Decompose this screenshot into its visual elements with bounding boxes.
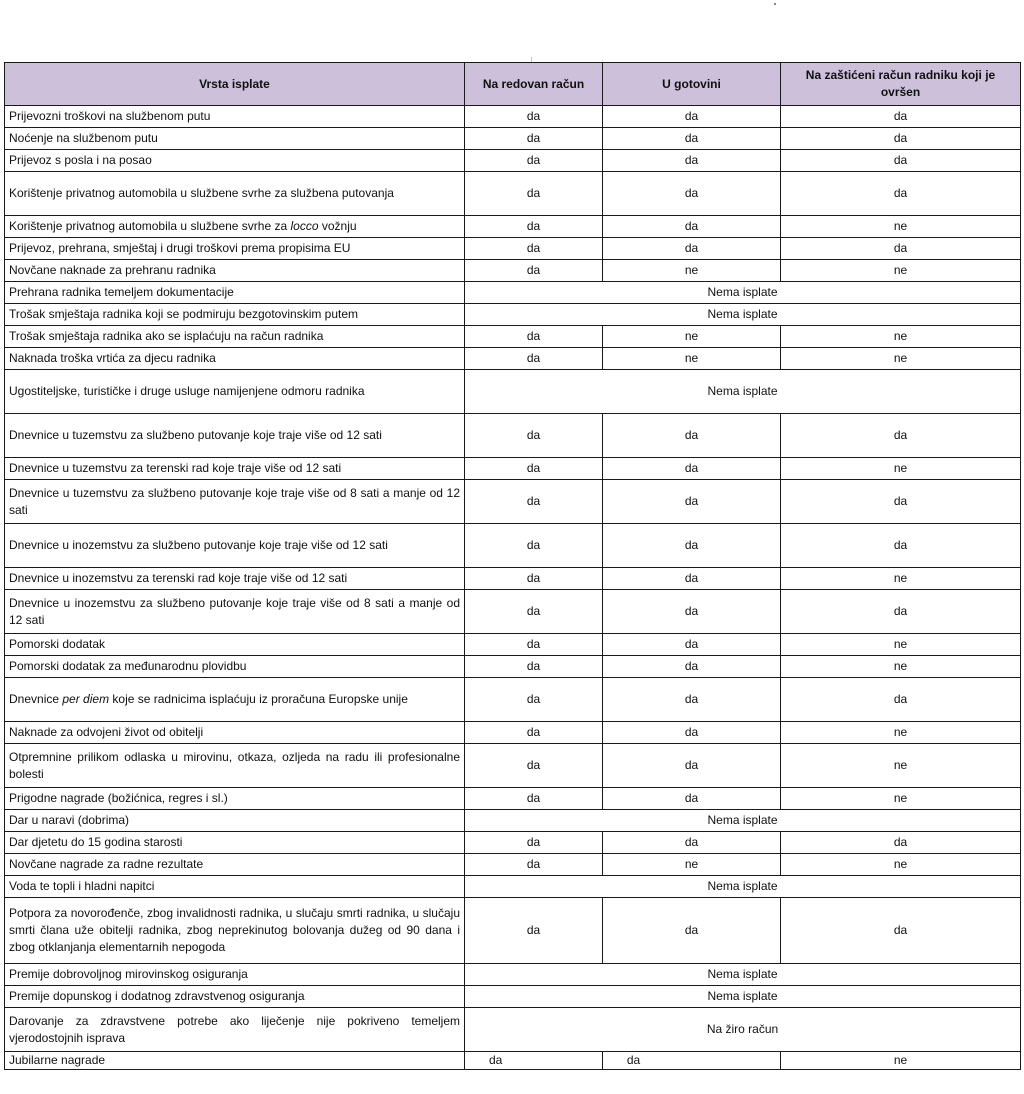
cell-u-gotovini: da (603, 568, 781, 590)
cell-na-redovan-racun: da (465, 216, 603, 238)
table-row (5, 128, 1021, 150)
table-row (5, 964, 1021, 986)
table-row (5, 788, 1021, 810)
row-label: Jubilarne nagrade (5, 1052, 465, 1070)
row-label: Korištenje privatnog automobila u službene svrhe za službena putovanja (5, 172, 465, 216)
table-row (5, 326, 1021, 348)
table-row (5, 986, 1021, 1008)
row-label: Dnevnice u inozemstvu za terenski rad koje traje više od 12 sati (5, 568, 465, 590)
table-row (5, 238, 1021, 260)
row-label: Premije dopunskog i dodatnog zdravstvenog osiguranja (5, 986, 465, 1008)
cell-na-redovan-racun: da (465, 480, 603, 524)
cell-na-redovan-racun: da (465, 326, 603, 348)
cell-na-redovan-racun: da (465, 238, 603, 260)
cell-na-redovan-racun: da (465, 678, 603, 722)
cell-na-redovan-racun: da (465, 150, 603, 172)
cell-u-gotovini: da (603, 414, 781, 458)
row-label (5, 678, 465, 722)
row-label (5, 216, 465, 238)
row-label: Prijevoz s posla i na posao (5, 150, 465, 172)
cell-u-gotovini: da (603, 722, 781, 744)
cell-zasticeni-racun: ne (781, 656, 1021, 678)
row-label: Prigodne nagrade (božićnica, regres i sl.) (5, 788, 465, 810)
merged-cell: Nema isplate (465, 370, 1021, 414)
cell-zasticeni-racun: da (781, 150, 1021, 172)
cell-u-gotovini: da (603, 744, 781, 788)
merged-cell: Nema isplate (465, 282, 1021, 304)
row-label: Naknade za odvojeni život od obitelji (5, 722, 465, 744)
row-label: Otpremnine prilikom odlaska u mirovinu, otkaza, ozljeda na radu ili profesionalne bolesti (5, 744, 465, 788)
merged-cell: Nema isplate (465, 986, 1021, 1008)
cell-zasticeni-racun: ne (781, 744, 1021, 788)
cell-u-gotovini: da (603, 678, 781, 722)
cell-na-redovan-racun: da (465, 260, 603, 282)
row-label-text: Dnevnice (9, 692, 63, 706)
row-label: Prehrana radnika temeljem dokumentacije (5, 282, 465, 304)
table-row (5, 568, 1021, 590)
cell-na-redovan-racun: da (465, 106, 603, 128)
cell-u-gotovini: da (603, 238, 781, 260)
cell-u-gotovini: da (603, 106, 781, 128)
merged-cell: Nema isplate (465, 304, 1021, 326)
table-row (5, 744, 1021, 788)
cell-na-redovan-racun: da (465, 744, 603, 788)
table-row (5, 678, 1021, 722)
row-label: Darovanje za zdravstvene potrebe ako liječenje nije pokriveno temeljem vjerodostojnih isprava (5, 1008, 465, 1052)
cell-zasticeni-racun: ne (781, 348, 1021, 370)
cell-u-gotovini: da (603, 590, 781, 634)
table-row (5, 172, 1021, 216)
table-header-row (5, 63, 1021, 106)
cell-u-gotovini: da (603, 832, 781, 854)
merged-cell: Nema isplate (465, 810, 1021, 832)
table-row (5, 1052, 1021, 1070)
row-label: Noćenje na službenom putu (5, 128, 465, 150)
cell-zasticeni-racun: ne (781, 788, 1021, 810)
row-label: Naknada troška vrtića za djecu radnika (5, 348, 465, 370)
cell-u-gotovini: ne (603, 326, 781, 348)
table-row (5, 150, 1021, 172)
table-row (5, 590, 1021, 634)
cell-na-redovan-racun: da (465, 458, 603, 480)
table-row (5, 722, 1021, 744)
merged-cell: Nema isplate (465, 876, 1021, 898)
table-row (5, 832, 1021, 854)
cell-u-gotovini: da (603, 1052, 781, 1070)
cell-zasticeni-racun: ne (781, 260, 1021, 282)
table-row (5, 810, 1021, 832)
row-label: Novčane naknade za prehranu radnika (5, 260, 465, 282)
cell-na-redovan-racun: da (465, 414, 603, 458)
cell-zasticeni-racun: da (781, 106, 1021, 128)
cell-zasticeni-racun: da (781, 414, 1021, 458)
row-label: Dnevnice u inozemstvu za službeno putovanje koje traje više od 12 sati (5, 524, 465, 568)
cell-zasticeni-racun: da (781, 128, 1021, 150)
row-label: Prijevozni troškovi na službenom putu (5, 106, 465, 128)
row-label-emphasis: per diem (62, 692, 110, 706)
row-label: Dnevnice u tuzemstvu za službeno putovanje koje traje više od 12 sati (5, 414, 465, 458)
row-label: Pomorski dodatak za međunarodnu plovidbu (5, 656, 465, 678)
header-na-redovan-racun: Na redovan račun (465, 63, 603, 106)
table-row (5, 898, 1021, 964)
table-row (5, 414, 1021, 458)
row-label-text: Korištenje privatnog automobila u službene svrhe za (9, 219, 291, 233)
cell-na-redovan-racun: da (465, 656, 603, 678)
cell-zasticeni-racun: ne (781, 568, 1021, 590)
table-row (5, 216, 1021, 238)
cell-u-gotovini: da (603, 898, 781, 964)
table-row (5, 304, 1021, 326)
row-label-text: koje se radnicima isplaćuju iz proračuna Europske unije (109, 692, 408, 706)
cell-u-gotovini: da (603, 150, 781, 172)
cell-na-redovan-racun: da (465, 590, 603, 634)
cell-u-gotovini: ne (603, 348, 781, 370)
table-row (5, 458, 1021, 480)
table-row (5, 524, 1021, 568)
table-row (5, 876, 1021, 898)
cell-na-redovan-racun: da (465, 348, 603, 370)
row-label: Dar djetetu do 15 godina starosti (5, 832, 465, 854)
cell-zasticeni-racun: ne (781, 634, 1021, 656)
cell-zasticeni-racun: ne (781, 458, 1021, 480)
header-u-gotovini: U gotovini (603, 63, 781, 106)
cell-na-redovan-racun: da (465, 172, 603, 216)
row-label-emphasis: locco (290, 219, 319, 233)
cell-zasticeni-racun: da (781, 480, 1021, 524)
cell-u-gotovini: da (603, 480, 781, 524)
cell-u-gotovini: da (603, 458, 781, 480)
cell-u-gotovini: da (603, 788, 781, 810)
cell-na-redovan-racun: da (465, 634, 603, 656)
table-row (5, 854, 1021, 876)
cell-u-gotovini: da (603, 216, 781, 238)
cell-na-redovan-racun: da (465, 568, 603, 590)
cell-u-gotovini: da (603, 634, 781, 656)
table-row (5, 260, 1021, 282)
row-label: Potpora za novorođenče, zbog invalidnosti radnika, u slučaju smrti radnika, u slučaju smrti člana uže obitelji radnika, zbog neprekinutog bolovanja dužeg od 90 dana i zbog otklanjanja elementarnih nepogoda (5, 898, 465, 964)
cell-zasticeni-racun: ne (781, 722, 1021, 744)
cell-zasticeni-racun: ne (781, 1052, 1021, 1070)
row-label: Ugostiteljske, turističke i druge usluge namijenjene odmoru radnika (5, 370, 465, 414)
cell-u-gotovini: da (603, 656, 781, 678)
row-label: Prijevoz, prehrana, smještaj i drugi troškovi prema propisima EU (5, 238, 465, 260)
cell-u-gotovini: ne (603, 260, 781, 282)
table-row (5, 282, 1021, 304)
cell-zasticeni-racun: da (781, 172, 1021, 216)
table-row (5, 348, 1021, 370)
row-label: Trošak smještaja radnika koji se podmiruju bezgotovinskim putem (5, 304, 465, 326)
cell-na-redovan-racun: da (465, 524, 603, 568)
row-label: Dnevnice u tuzemstvu za službeno putovanje koje traje više od 8 sati a manje od 12 sati (5, 480, 465, 524)
table-row (5, 1008, 1021, 1052)
row-label-text: vožnju (318, 219, 357, 233)
merged-cell: Nema isplate (465, 964, 1021, 986)
cell-zasticeni-racun: da (781, 832, 1021, 854)
header-zasticeni-racun: Na zaštićeni račun radniku koji je ovršen (781, 63, 1021, 106)
cell-zasticeni-racun: da (781, 678, 1021, 722)
cell-na-redovan-racun: da (465, 1052, 603, 1070)
merged-cell: Na žiro račun (465, 1008, 1021, 1052)
table-row (5, 480, 1021, 524)
cell-na-redovan-racun: da (465, 832, 603, 854)
row-label: Novčane nagrade za radne rezultate (5, 854, 465, 876)
cell-na-redovan-racun: da (465, 898, 603, 964)
table-row (5, 106, 1021, 128)
row-label: Dnevnice u tuzemstvu za terenski rad koje traje više od 12 sati (5, 458, 465, 480)
header-vrsta-isplate: Vrsta isplate (5, 63, 465, 106)
row-label: Dnevnice u inozemstvu za službeno putovanje koje traje više od 8 sati a manje od 12 sati (5, 590, 465, 634)
table-row (5, 656, 1021, 678)
row-label: Dar u naravi (dobrima) (5, 810, 465, 832)
cell-zasticeni-racun: ne (781, 854, 1021, 876)
cell-u-gotovini: da (603, 128, 781, 150)
payment-types-table (4, 62, 1021, 1070)
cell-u-gotovini: da (603, 172, 781, 216)
row-label: Premije dobrovoljnog mirovinskog osiguranja (5, 964, 465, 986)
cell-u-gotovini: da (603, 524, 781, 568)
cell-zasticeni-racun: ne (781, 216, 1021, 238)
decorative-dot (774, 3, 776, 5)
cell-zasticeni-racun: da (781, 898, 1021, 964)
cell-na-redovan-racun: da (465, 128, 603, 150)
cell-na-redovan-racun: da (465, 722, 603, 744)
cell-zasticeni-racun: da (781, 238, 1021, 260)
cell-u-gotovini: ne (603, 854, 781, 876)
cell-zasticeni-racun: da (781, 524, 1021, 568)
row-label: Trošak smještaja radnika ako se isplaćuju na račun radnika (5, 326, 465, 348)
row-label: Pomorski dodatak (5, 634, 465, 656)
cell-zasticeni-racun: da (781, 590, 1021, 634)
cell-na-redovan-racun: da (465, 854, 603, 876)
table-row (5, 370, 1021, 414)
cell-na-redovan-racun: da (465, 788, 603, 810)
cell-zasticeni-racun: ne (781, 326, 1021, 348)
row-label: Voda te topli i hladni napitci (5, 876, 465, 898)
table-row (5, 634, 1021, 656)
